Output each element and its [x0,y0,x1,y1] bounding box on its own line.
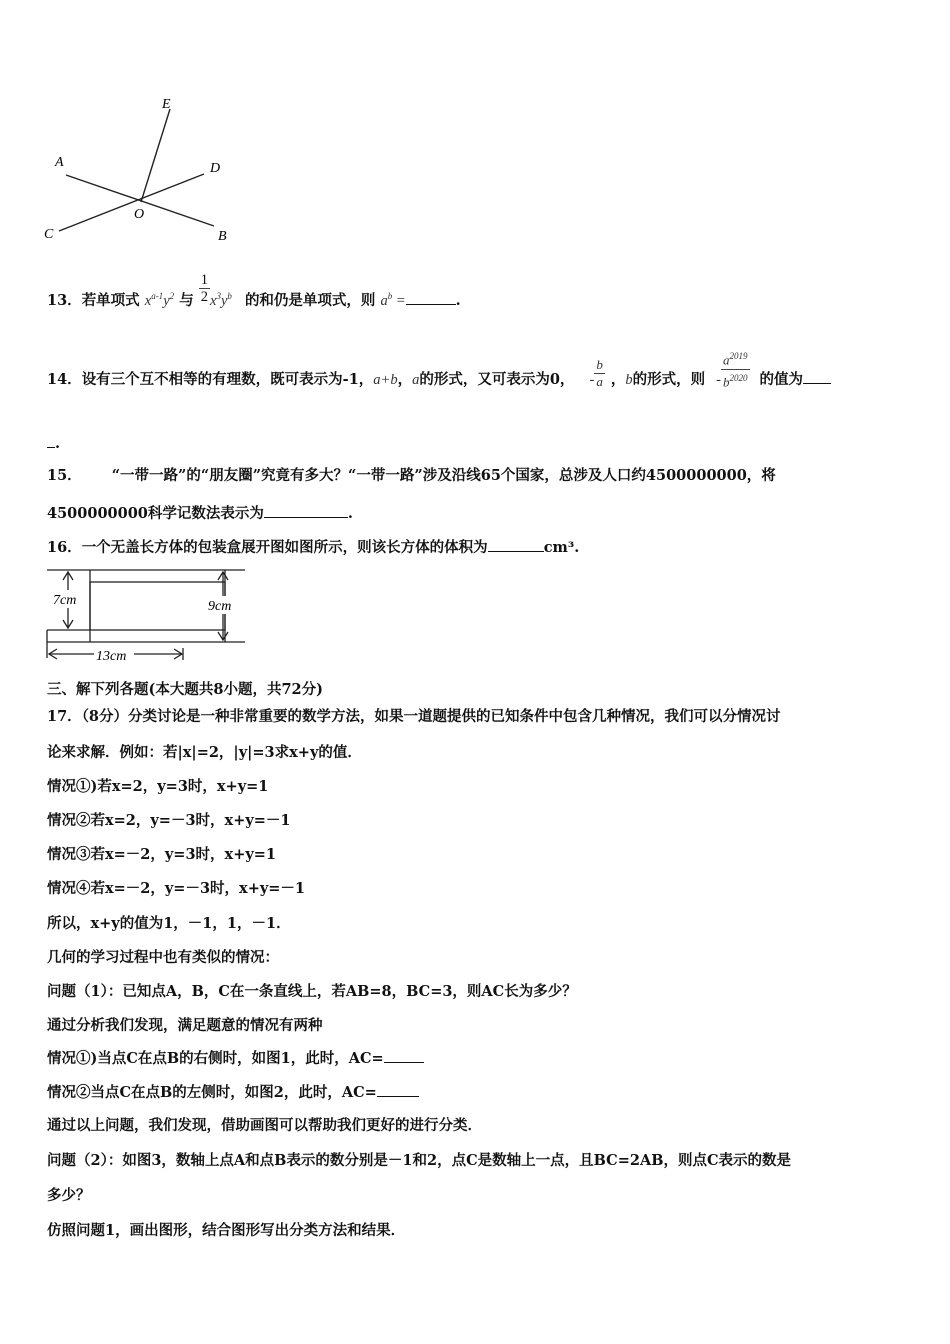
q15-line1: “一带一路”的“朋友圈”究竟有多大？“一带一路”涉及沿线65个国家，总涉及人口约4500000000，将 [111,467,776,484]
q17-case-4: 情况④若x=－2，y=－3时，x+y=－1 [47,880,306,897]
label-13cm: 13cm [96,649,127,664]
q15-line2: 4500000000科学记数法表示为 [47,505,264,522]
q13-text3: 的和仍是单项式，则 [244,291,376,309]
q15-answer-blank[interactable] [264,503,348,518]
box-net-figure [40,564,255,668]
q17-intro1: 分类讨论是一种非常重要的数学方法，如果一道题提供的已知条件中包含几种情况，我们可以分情况讨 [128,708,781,725]
q16-answer-blank[interactable] [488,537,544,552]
q17-problem-1-found: 通过分析我们发现，满足题意的情况有两种 [47,1017,323,1034]
q17-problem-1-conclusion: 通过以上问题，我们发现，借助画图可以帮助我们更好的进行分类． [47,1117,482,1134]
q17-problem-2-task: 仿照问题1，画出图形，结合图形写出分类方法和结果． [47,1222,406,1239]
label-c: C [44,227,54,242]
question-13: 13．若单项式 $x^{a-1}y^2$ 与 $\frac{1}{2}$ $x^3y^b$ 的和仍是单项式，则 $a^b$ = . [47,272,461,309]
line-cd [59,174,204,231]
q17-score: （8分） [81,708,129,725]
q14-frac2-sign: - [716,372,721,388]
question-15 [47,466,776,486]
q17-case2-answer-blank[interactable] [377,1082,419,1097]
q16-text: 一个无盖长方体的包装盒展开图如图所示，则该长方体的体积为 [81,539,488,556]
label-e: E [162,97,171,112]
q13-monomial1: $x^{a-1}y^2$ [144,291,175,309]
q17-case-3: 情况③若x=－2，y=3时，x+y=1 [47,846,277,863]
q17-problem-1: 问题（1）：已知点A，B，C在一条直线上，若AB=8，BC=3，则AC长为多少？ [47,983,577,1000]
q14-text1: 设有三个互不相等的有理数，既可表示为-1， [81,371,374,388]
q17-problem-1-case2: 情况②当点C在点B的左侧时，如图2，此时，AC= [47,1082,419,1103]
ray-oe [141,109,170,202]
q13-text2: 与 [179,291,194,309]
q14-answer-blank[interactable] [803,369,831,384]
q13-monomial2: $x^3y^b$ [210,291,232,309]
label-d: D [210,161,221,176]
q16-unit: cm³. [543,539,580,556]
q16-number: 16． [47,539,82,556]
question-17 [47,707,781,727]
question-15-line2: 4500000000科学记数法表示为 . [47,505,353,522]
q14-var-a: a [412,372,420,388]
q15-number: 15． [47,467,82,484]
q17-case-2: 情况②若x=2，y=－3时，x+y=－1 [47,812,291,829]
q14-var-b: b [625,372,633,388]
q17-geo: 几何的学习过程中也有类似的情况： [47,949,279,966]
q17-problem-2-line1: 问题（2）：如图3，数轴上点A和点B表示的数分别是－1和2，点C是数轴上一点，且BC=2AB，则点C表示的数是 [47,1152,791,1169]
angle-figure [38,92,248,252]
q14-text4: 的值为 [759,371,803,388]
question-16 [47,537,579,558]
q17-case1-answer-blank[interactable] [384,1048,424,1063]
section-3-title: 三、解下列各题(本大题共8小题，共72分) [47,681,323,698]
q13-number: 13． [47,291,82,309]
q14-text2: 的形式，又可表示为0， [419,371,575,388]
q17-problem-1-case1: 情况①)当点C在点B的右侧时，如图1，此时，AC= [47,1048,424,1069]
q14-number: 14． [47,371,82,388]
q14-frac1: $\frac{b}{a}$ [596,356,603,389]
label-b: B [218,229,227,244]
q14-frac1-sign: - [589,372,595,388]
label-7cm: 7cm [53,593,77,608]
q17-number: 17． [47,708,82,725]
label-9cm: 9cm [208,599,232,614]
q13-result: $a^b$ = [380,291,406,309]
label-a: A [55,155,64,170]
q17-intro2: 论来求解．例如：若|x|=2，|y|=3求x+y的值． [47,744,362,761]
q17-case-1: 情况①)若x=2，y=3时，x+y=1 [47,778,269,795]
q14-expr-a-plus-b: a+b [373,372,398,388]
q13-coef-fraction: $\frac{1}{2}$ [200,272,208,306]
q17-problem-2-line2: 多少？ [47,1187,91,1204]
q14-answer-blank-cont[interactable] [47,433,55,448]
q17-so: 所以，x+y的值为1，－1，1，－1． [47,915,291,932]
q14-text3: 的形式，则 [632,371,706,388]
question-14-cont: . [47,433,60,454]
label-o: O [134,207,145,222]
question-14: 14．设有三个互不相等的有理数，既可表示为-1，a+b，a的形式，又可表示为0， - $\frac{b}{a}$ ，b的形式，则 - $\frac{a^{2019}}{b^{2020}}$ 的值为 [47,369,831,390]
q14-frac2: $\frac{a^{2019}}{b^{2020}}$ [721,348,750,390]
q13-answer-blank[interactable] [406,290,456,305]
q13-text1: 若单项式 [81,291,140,309]
